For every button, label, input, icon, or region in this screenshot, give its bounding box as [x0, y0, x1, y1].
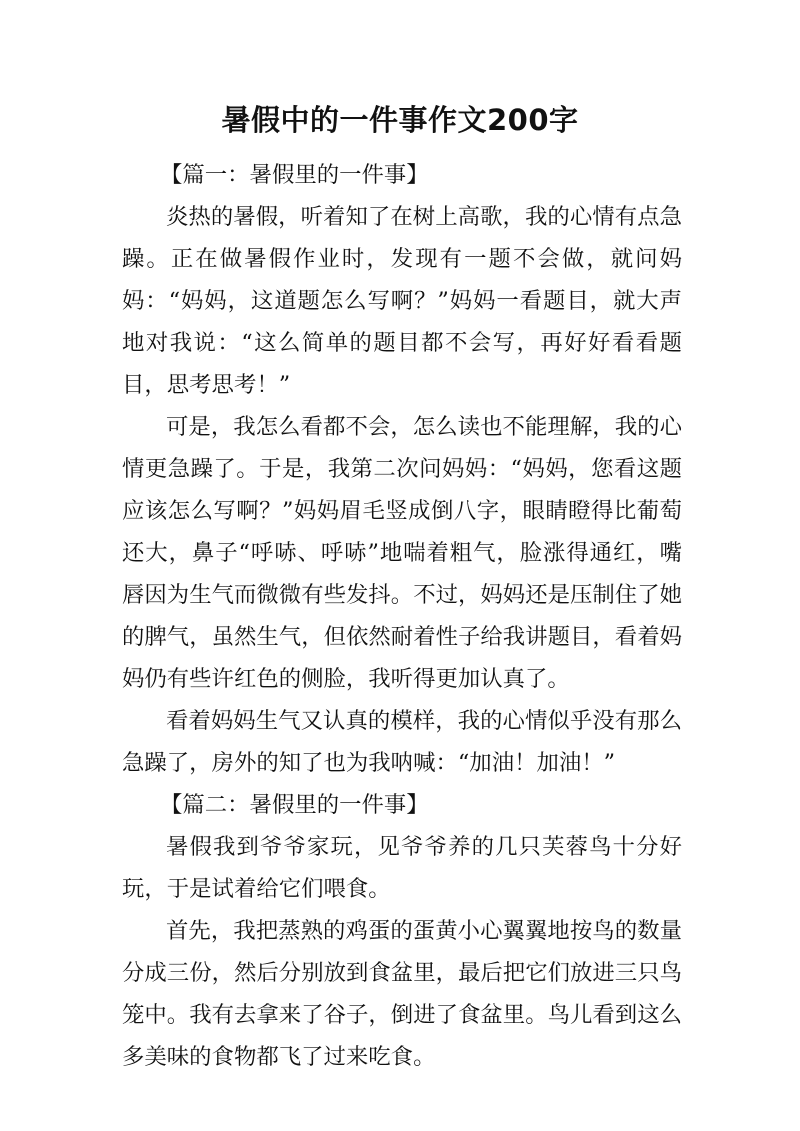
section-heading: 【篇一：暑假里的一件事】	[160, 162, 429, 188]
section-heading: 【篇二：暑假里的一件事】	[160, 792, 429, 818]
document-body	[122, 154, 682, 1078]
paragraph: 暑假我到爷爷家玩，见爷爷养的几只芙蓉鸟十分好玩，于是试着给它们喂食。	[122, 834, 682, 902]
document-title: 暑假中的一件事作文200字	[221, 103, 579, 137]
paragraph: 炎热的暑假，听着知了在树上高歌，我的心情有点急躁。正在做暑假作业时，发现有一题不会做，就问妈妈：“妈妈，这道题怎么写啊？”妈妈一看题目，就大声地对我说：“这么简单的题目都不会写，再好好看看题目，思考思考！”	[122, 204, 682, 398]
paragraph: 首先，我把蒸熟的鸡蛋的蛋黄小心翼翼地按鸟的数量分成三份，然后分别放到食盆里，最后把它们放进三只鸟笼中。我有去拿来了谷子，倒进了食盆里。鸟儿看到这么多美味的食物都飞了过来吃食。	[122, 918, 682, 1070]
paragraph: 可是，我怎么看都不会，怎么读也不能理解，我的心情更急躁了。于是，我第二次问妈妈：“妈妈，您看这题应该怎么写啊？”妈妈眉毛竖成倒八字，眼睛瞪得比葡萄还大，鼻子“呼哧、呼哧”地喘着粗气，脸涨得通红，嘴唇因为生气而微微有些发抖。不过，妈妈还是压制住了她的脾气，虽然生气，但依然耐着性子给我讲题目，看着妈妈仍有些许红色的侧脸，我听得更加认真了。	[122, 414, 682, 692]
paragraph: 看着妈妈生气又认真的模样，我的心情似乎没有那么急躁了，房外的知了也为我呐喊：“加油！加油！”	[122, 708, 682, 776]
